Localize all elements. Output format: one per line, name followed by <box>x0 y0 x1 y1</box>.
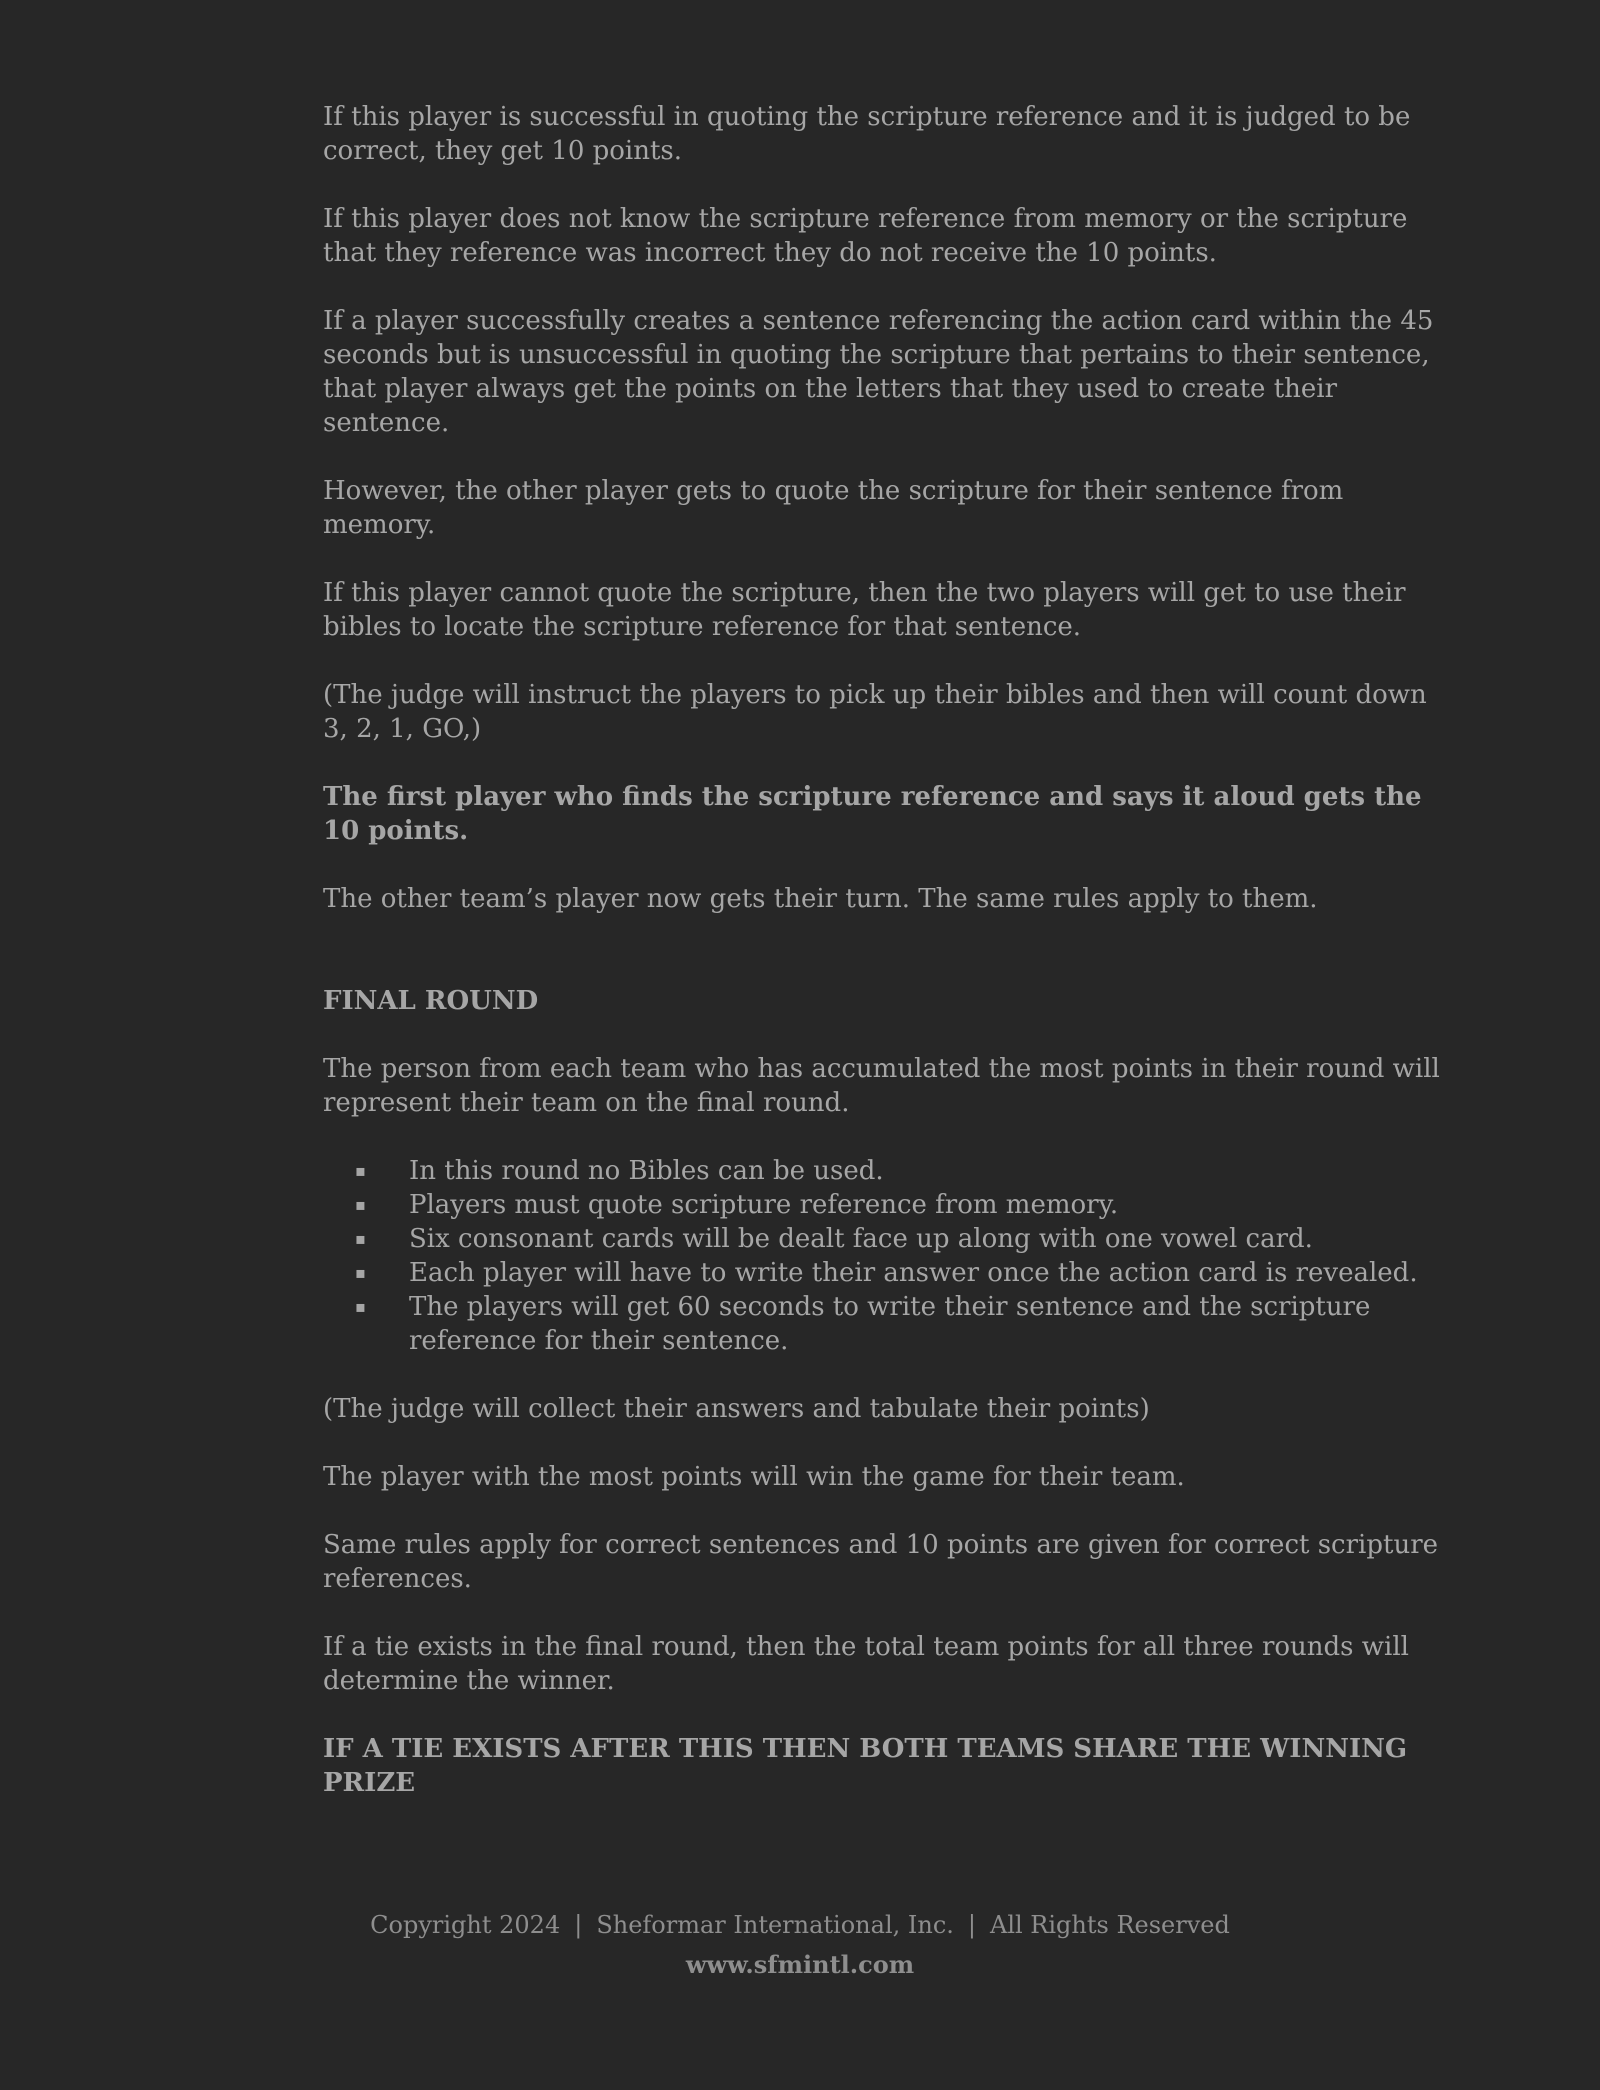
footer-copyright-line <box>0 1905 1600 1945</box>
paragraph-successful-quote: If this player is successful in quoting the scripture reference and it is judged to be correct, they get 10 points. <box>323 102 1411 166</box>
list-item <box>323 1290 1453 1358</box>
footer-rights: All Rights Reserved <box>989 1911 1230 1939</box>
final-round-heading: FINAL ROUND <box>323 986 539 1016</box>
paragraph-sentence-points: If a player successfully creates a sentence referencing the action card within the 45 seconds but is unsuccessful in quoting the scripture that pertains to their sentence, that player always get the points on the letters that they used to create their sentence. <box>323 306 1434 438</box>
list-item-text: Players must quote scripture reference from memory. <box>409 1190 1119 1220</box>
list-item-text: The players will get 60 seconds to write their sentence and the scripture reference for their sentence. <box>409 1292 1371 1356</box>
paragraph-other-team-turn: The other team’s player now gets their turn. The same rules apply to them. <box>323 884 1318 914</box>
final-round-rules-list <box>323 1154 1453 1358</box>
paragraph-winner: The player with the most points will win the game for their team. <box>323 1462 1185 1492</box>
paragraph-judge-instruction: (The judge will instruct the players to pick up their bibles and then will count down 3, 2, 1, GO,) <box>323 680 1427 744</box>
footer-separator: | <box>967 1911 976 1939</box>
list-item-text: In this round no Bibles can be used. <box>409 1156 884 1186</box>
paragraph-first-finder-points: The first player who finds the scripture reference and says it aloud gets the 10 points. <box>323 782 1422 846</box>
bullet-icon: ▪ <box>355 1161 366 1180</box>
footer-copyright: Copyright 2024 <box>370 1911 561 1939</box>
paragraph-unknown-reference: If this player does not know the scripture reference from memory or the scripture that they reference was incorrect they do not receive the 10 points. <box>323 204 1408 268</box>
footer-company: Sheformar International, Inc. <box>596 1911 954 1939</box>
bullet-icon: ▪ <box>355 1263 366 1282</box>
paragraph-other-player-quote: However, the other player gets to quote the scripture for their sentence from memory. <box>323 476 1344 540</box>
footer-website-link[interactable]: www.sfmintl.com <box>685 1950 915 1979</box>
list-item <box>323 1154 1453 1188</box>
paragraph-tie-rule: If a tie exists in the final round, then the total team points for all three rounds will determine the winner. <box>323 1632 1409 1696</box>
list-item-text: Each player will have to write their answer once the action card is revealed. <box>409 1258 1418 1288</box>
footer-separator: | <box>574 1911 583 1939</box>
list-item <box>323 1256 1453 1290</box>
closing-statement: IF A TIE EXISTS AFTER THIS THEN BOTH TEAMS SHARE THE WINNING PRIZE <box>323 1734 1408 1798</box>
paragraph-judge-collect: (The judge will collect their answers and tabulate their points) <box>323 1394 1150 1424</box>
paragraph-same-rules: Same rules apply for correct sentences and 10 points are given for correct scripture references. <box>323 1530 1439 1594</box>
paragraph-use-bibles: If this player cannot quote the scripture, then the two players will get to use their bibles to locate the scripture reference for that sentence. <box>323 578 1406 642</box>
list-item <box>323 1188 1453 1222</box>
final-round-intro: The person from each team who has accumulated the most points in their round will represent their team on the final round. <box>323 1054 1440 1118</box>
bullet-icon: ▪ <box>355 1229 366 1248</box>
list-item-text: Six consonant cards will be dealt face up along with one vowel card. <box>409 1224 1313 1254</box>
list-item <box>323 1222 1453 1256</box>
bullet-icon: ▪ <box>355 1297 366 1316</box>
document-body <box>323 100 1453 1834</box>
page-footer <box>0 1905 1600 1985</box>
bullet-icon: ▪ <box>355 1195 366 1214</box>
